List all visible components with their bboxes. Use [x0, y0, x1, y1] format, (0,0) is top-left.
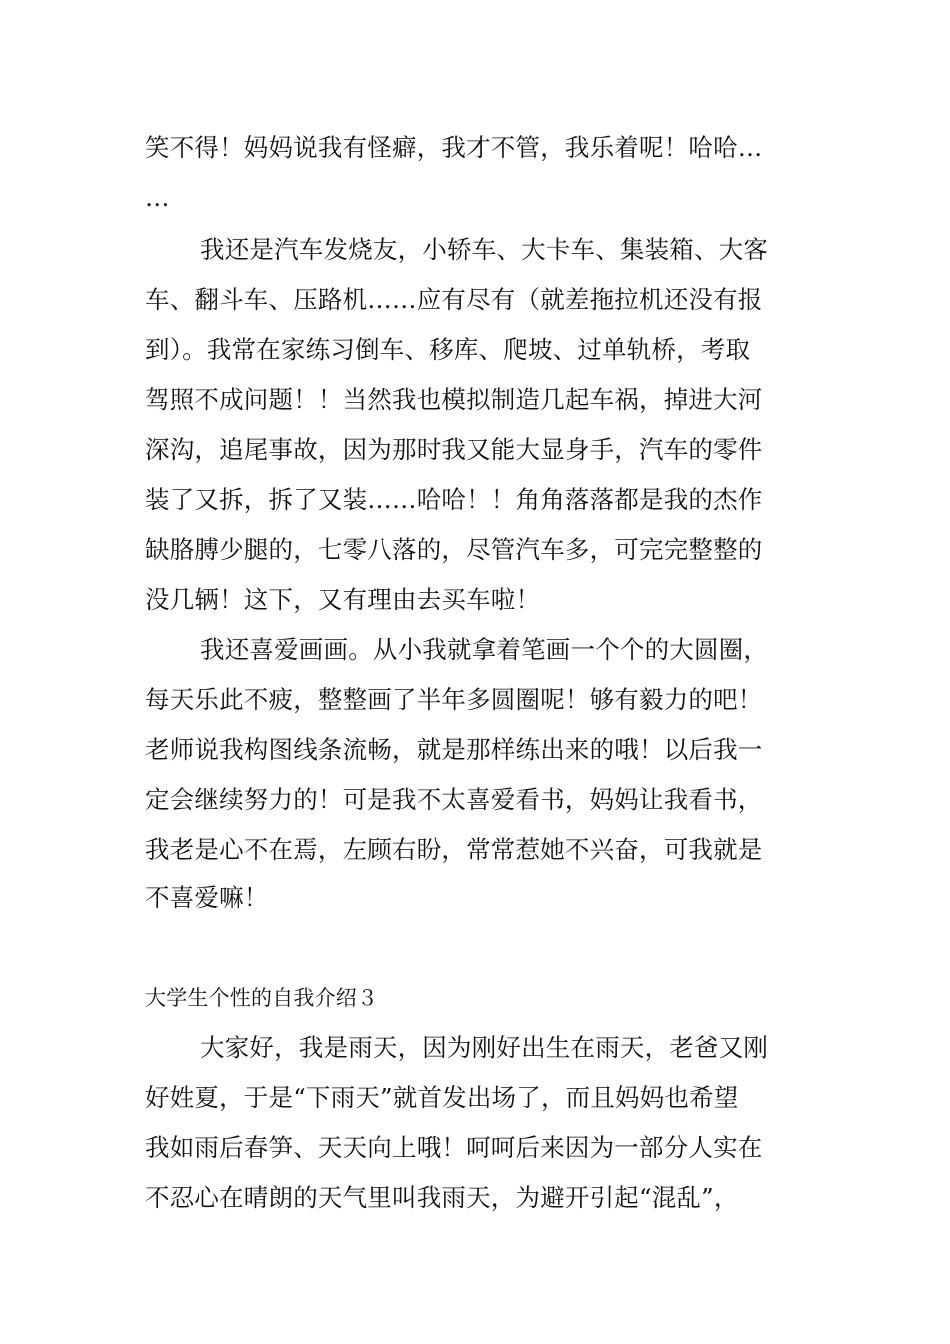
text-line: 驾照不成问题！！当然我也模拟制造几起车祸，掉进大河: [145, 385, 763, 414]
paragraph-first-line: 大家好，我是雨天，因为刚好出生在雨天，老爸又刚: [200, 1033, 769, 1062]
text-line: 老师说我构图线条流畅，就是那样练出来的哦！以后我一: [145, 735, 763, 764]
text-line: 缺胳膊少腿的，七零八落的，尽管汽车多，可完完整整的: [145, 535, 763, 564]
text-line: 不喜爱嘛！: [145, 883, 269, 912]
text-line: 装了又拆，拆了又装……哈哈！！角角落落都是我的杰作: [145, 485, 763, 514]
paragraph-first-line: 我还喜爱画画。从小我就拿着笔画一个个的大圆圈，: [200, 635, 769, 664]
text-line: 我老是心不在焉，左顾右盼，常常惹她不兴奋，可我就是: [145, 835, 763, 864]
text-line: 深沟，追尾事故，因为那时我又能大显身手，汽车的零件: [145, 435, 763, 464]
text-line: 每天乐此不疲，整整画了半年多圆圈呢！够有毅力的吧！: [145, 685, 763, 714]
text-line: …: [145, 183, 170, 212]
text-line: 定会继续努力的！可是我不太喜爱看书，妈妈让我看书，: [145, 785, 763, 814]
text-line: 笑不得！妈妈说我有怪癖，我才不管，我乐着呢！哈哈…: [145, 133, 763, 162]
section-heading: 大学生个性的自我介绍３: [145, 986, 379, 1010]
text-line: 没几辆！这下，又有理由去买车啦！: [145, 585, 541, 614]
text-line: 不忍心在晴朗的天气里叫我雨天，为避开引起“混乱”，: [145, 1183, 739, 1212]
text-line: 我如雨后春笋、天天向上哦！呵呵后来因为一部分人实在: [145, 1133, 763, 1162]
text-line: 到）。我常在家练习倒车、移库、爬坡、过单轨桥，考取: [145, 335, 751, 364]
text-line: 好姓夏，于是“下雨天”就首发出场了，而且妈妈也希望: [145, 1083, 739, 1112]
paragraph-first-line: 我还是汽车发烧友，小轿车、大卡车、集装箱、大客: [200, 235, 769, 264]
text-line: 车、翻斗车、压路机……应有尽有（就差拖拉机还没有报: [145, 285, 763, 314]
